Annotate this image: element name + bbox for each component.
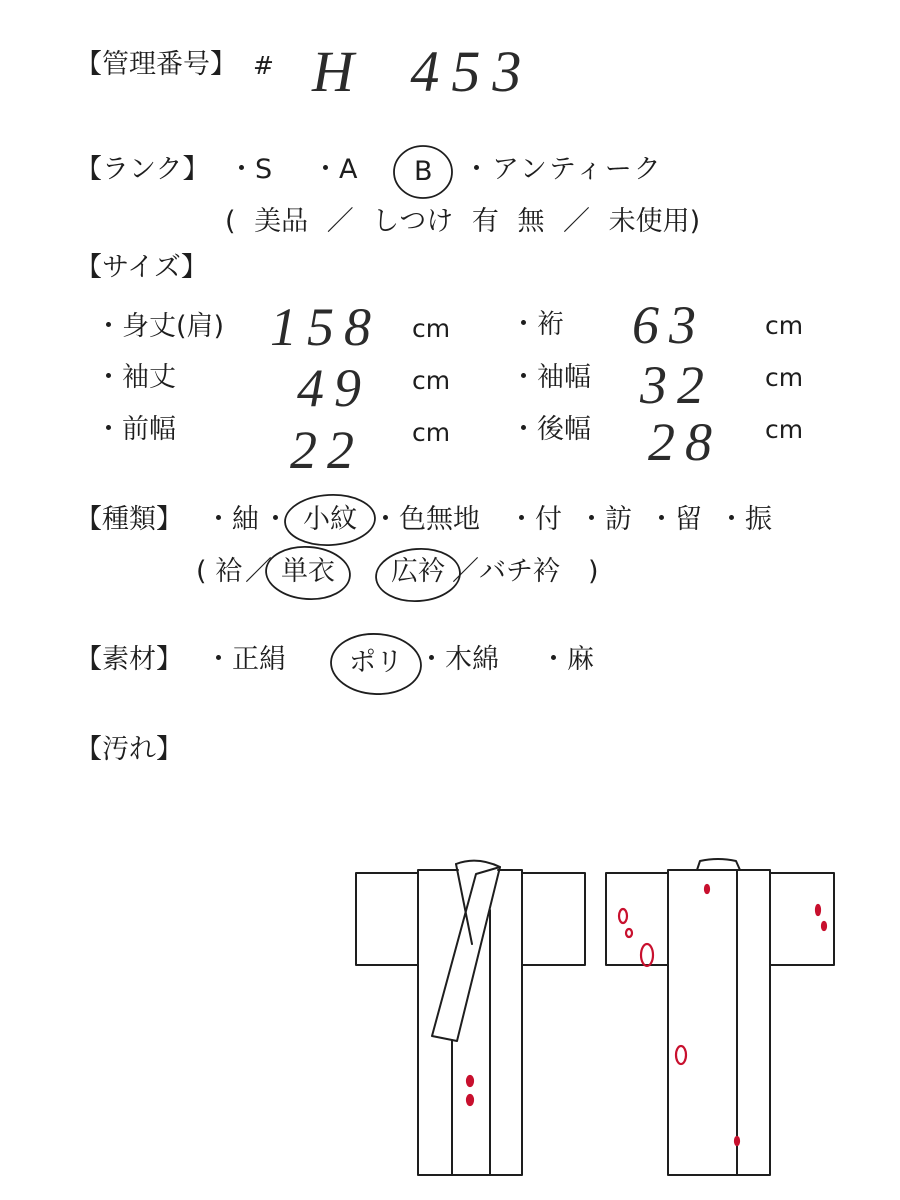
management-number-handwritten: H 453 [312,39,534,104]
stain-mark [641,944,653,966]
back-collar [697,859,740,870]
kind-option-tsumugi: ・紬 [205,504,259,535]
stain-mark [467,1076,473,1086]
back-body-outline [668,870,770,1175]
front-neckline [456,861,500,867]
size-value-sodetake: 49 [297,358,371,418]
size-label-maehaba: ・前幅 [95,414,176,445]
stain-mark [816,905,820,915]
size-label-sodehaba: ・袖幅 [510,362,591,393]
size-label-mitake: ・身丈(肩) [95,311,225,342]
tailoring-awase: ( 袷 [196,556,243,587]
management-label: 【管理番号】 [75,49,237,80]
stain-mark [467,1095,473,1105]
kimono-front-diagram [356,861,585,1175]
stains-label: 【汚れ】 [75,734,183,765]
size-value-maehaba: 22 [290,420,364,480]
condition-note: ( 美品 ／ しつけ 有 無 ／ 未使用) [225,206,701,237]
rank-label: 【ランク】 [75,154,210,185]
stain-mark [822,922,826,930]
front-collar-band [432,867,500,1041]
stain-mark [619,909,627,923]
size-value-sodehaba: 32 [640,355,714,415]
tailoring-separator: ／ [245,556,272,587]
material-option-poly: ポリ [349,647,403,678]
kind-option-furi: ・振 [718,504,772,535]
back-right-sleeve [770,873,834,965]
tailoring-bachieri: ／バチ衿 [452,556,560,587]
size-unit: cm [765,415,804,444]
stain-mark [626,929,632,937]
size-unit: cm [412,314,451,343]
size-value-yuki: 63 [632,295,706,355]
rank-option-s: ・S [228,154,273,185]
size-label-ushirohaba: ・後幅 [510,414,591,445]
size-unit: cm [765,363,804,392]
front-right-sleeve [522,873,585,965]
kind-option-tsuke: ・付 [508,504,562,535]
size-value-ushirohaba: 28 [648,412,722,472]
material-option-silk: ・正絹 [205,644,286,675]
material-option-hemp: ・麻 [540,644,594,675]
size-value-mitake: 158 [270,297,381,357]
size-label-sodetake: ・袖丈 [95,362,176,393]
material-option-cotton: ・木綿 [418,644,499,675]
kind-option-tome: ・留 [648,504,702,535]
size-unit: cm [765,311,804,340]
front-inner-collar [456,864,472,944]
kind-option-iromuji: ・色無地 [372,504,480,535]
stain-mark [676,1046,686,1064]
size-unit: cm [412,366,451,395]
back-left-sleeve [606,873,668,965]
material-label: 【素材】 [75,644,183,675]
rank-option-b: B [414,156,433,187]
size-label-yuki: ・裄 [510,309,564,340]
kind-option-bullet: ・ [262,504,289,535]
rank-option-antique: ・アンティーク [463,154,663,185]
kimono-back-diagram [606,859,834,1175]
size-unit: cm [412,418,451,447]
kind-option-homon: ・訪 [578,504,632,535]
tailoring-hitoe: 単衣 [281,556,335,587]
front-body-outline [418,870,522,1175]
tailoring-hiroeri: 広衿 [391,556,445,587]
tailoring-close-paren: ) [588,556,599,587]
front-left-sleeve [356,873,418,965]
kind-option-komon: 小紋 [303,504,357,535]
stain-mark [735,1137,739,1145]
stain-mark [705,885,709,893]
kind-label: 【種類】 [75,504,183,535]
rank-option-a: ・A [312,154,358,185]
size-label: 【サイズ】 [75,252,208,283]
hash-mark: # [253,51,274,80]
